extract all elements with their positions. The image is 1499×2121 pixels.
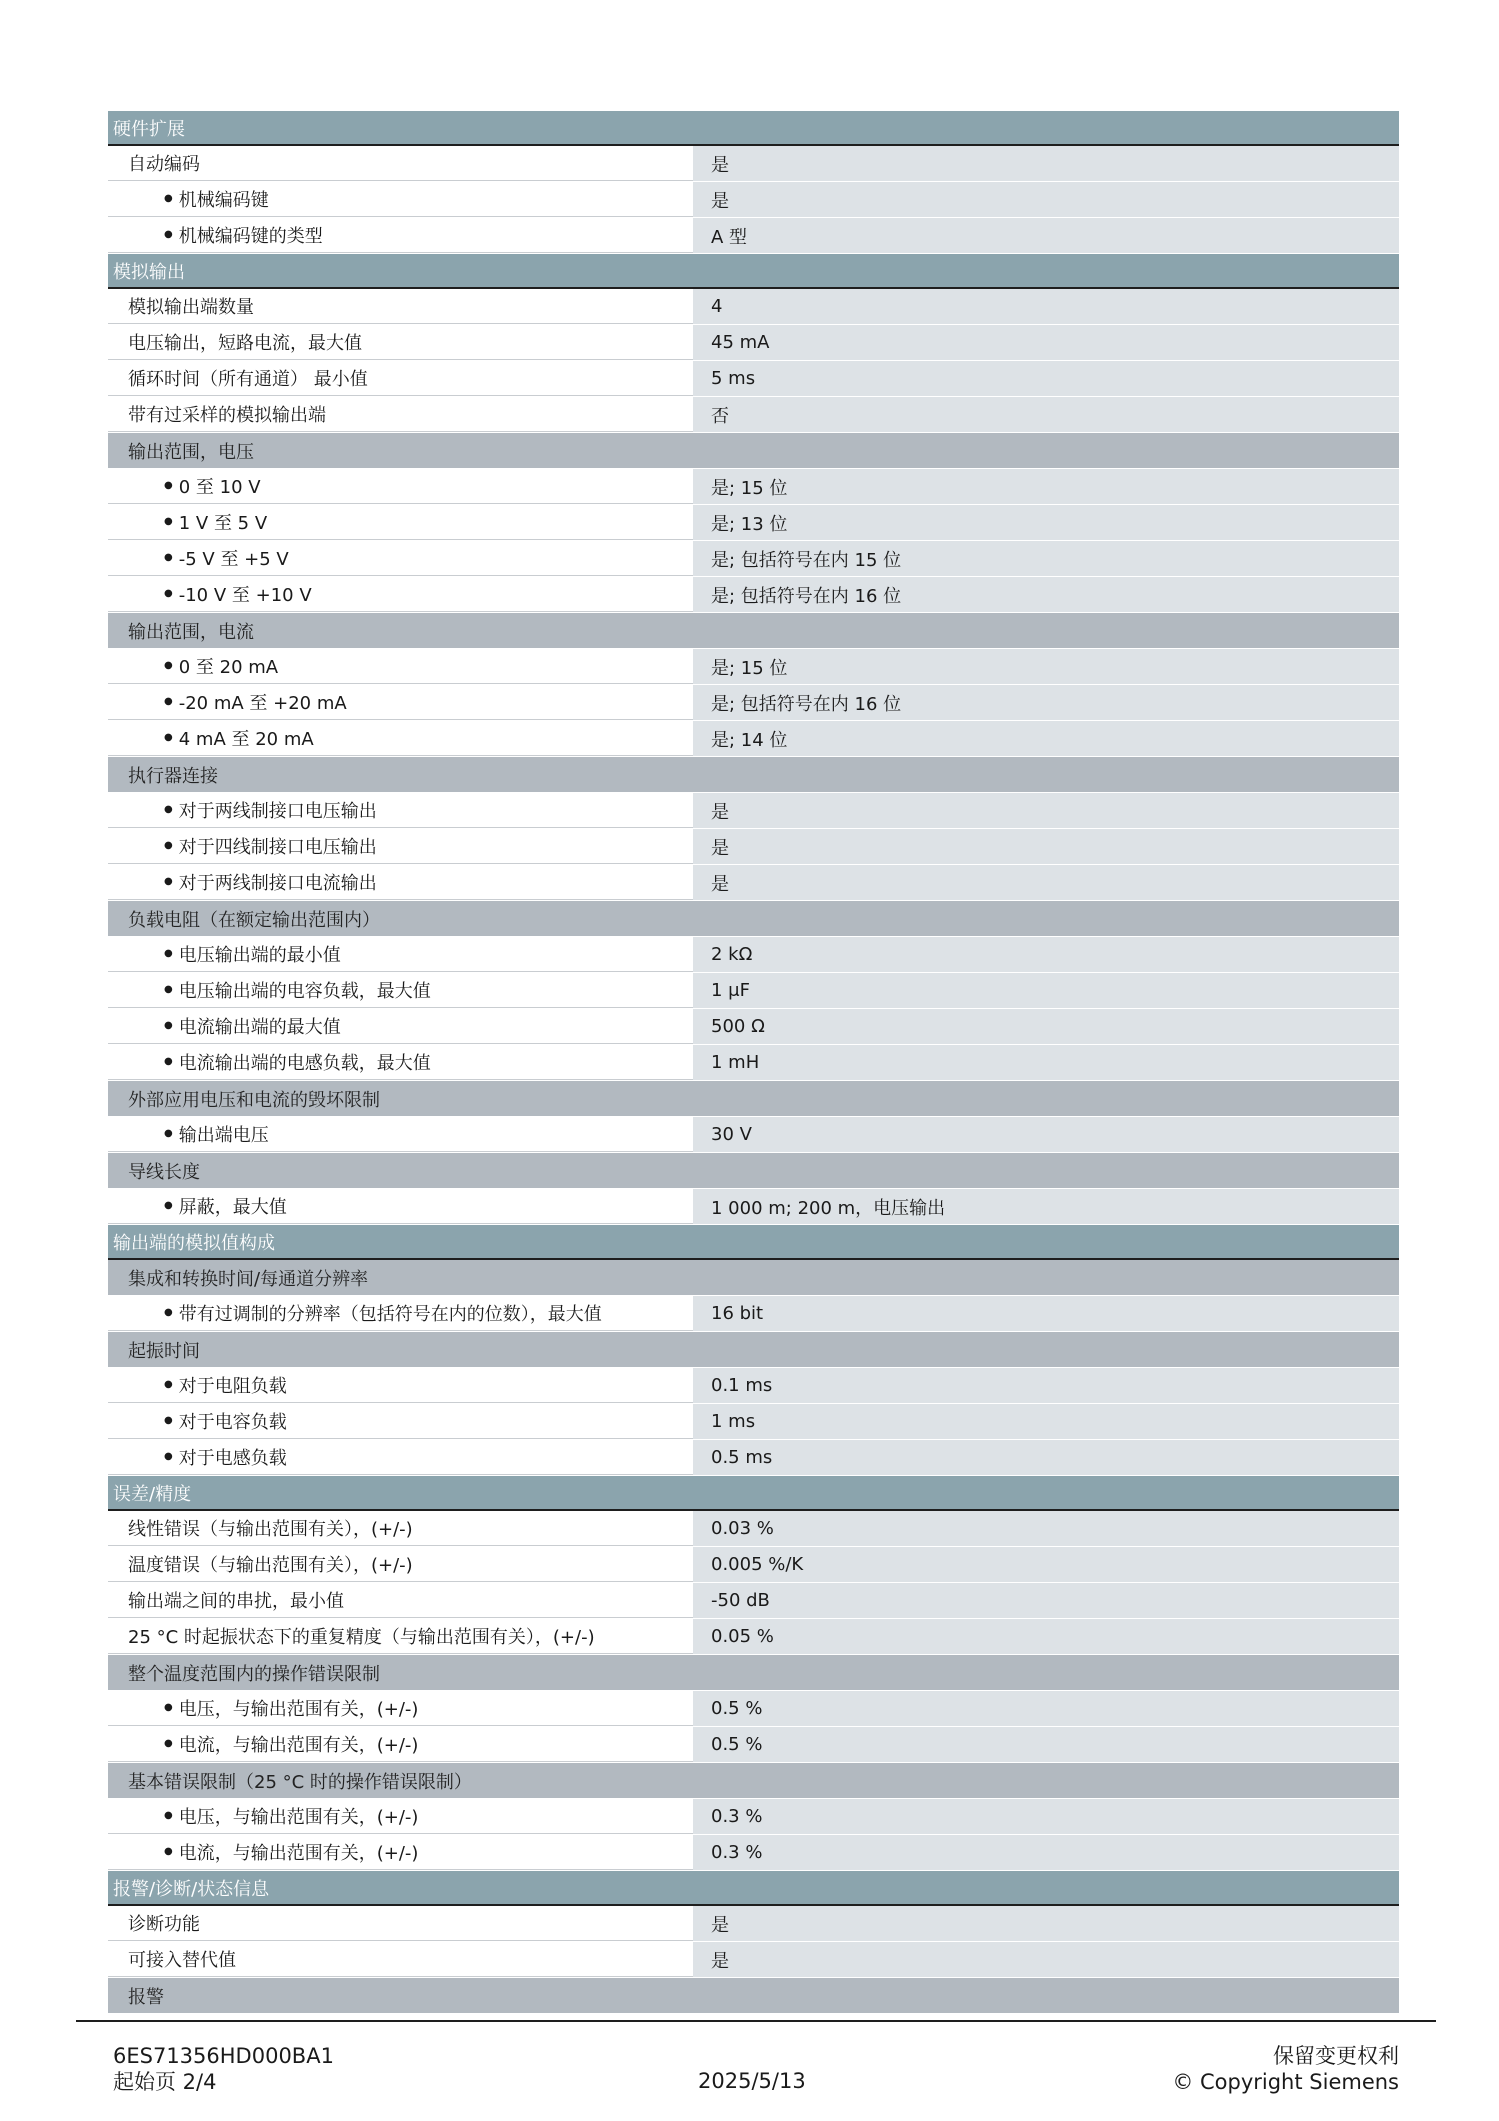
spec-label-text: ● 4 mA 至 20 mA xyxy=(178,729,314,750)
spec-label xyxy=(108,469,693,504)
spec-row xyxy=(108,289,1399,325)
spec-label xyxy=(108,1045,693,1080)
spec-row xyxy=(108,973,1399,1009)
subsection-header: 基本错误限制（25 °C 时的操作错误限制） xyxy=(108,1763,1399,1799)
spec-row xyxy=(108,1296,1399,1332)
spec-label-text: ● 电流，与输出范围有关，(+/-) xyxy=(178,1843,419,1864)
spec-value: 1 000 m; 200 m，电压输出 xyxy=(693,1189,1399,1224)
spec-row xyxy=(108,1117,1399,1153)
spec-label xyxy=(108,361,693,396)
footer-left xyxy=(113,2043,334,2095)
spec-label-text: ● 电压，与输出范围有关，(+/-) xyxy=(178,1807,419,1828)
spec-label xyxy=(108,1117,693,1152)
spec-value: -50 dB xyxy=(693,1583,1399,1618)
spec-label xyxy=(108,541,693,576)
spec-value: 0.05 % xyxy=(693,1619,1399,1654)
spec-label-text: ● 机械编码键 xyxy=(178,190,269,211)
spec-row xyxy=(108,1009,1399,1045)
subsection-header: 外部应用电压和电流的毁坏限制 xyxy=(108,1081,1399,1117)
spec-label xyxy=(108,1368,693,1403)
spec-row xyxy=(108,182,1399,218)
spec-label xyxy=(108,146,693,181)
spec-row xyxy=(108,505,1399,541)
spec-value: 否 xyxy=(693,397,1399,432)
footer-right xyxy=(1172,2043,1399,2095)
spec-row xyxy=(108,218,1399,254)
spec-label xyxy=(108,685,693,720)
spec-label-text: 25 °C 时起振状态下的重复精度（与输出范围有关），(+/-) xyxy=(128,1627,595,1648)
spec-row xyxy=(108,1942,1399,1978)
spec-value: 1 ms xyxy=(693,1404,1399,1439)
spec-value: 是; 13 位 xyxy=(693,505,1399,540)
subsection-header: 集成和转换时间/每通道分辨率 xyxy=(108,1260,1399,1296)
spec-value: 是 xyxy=(693,1906,1399,1941)
spec-label xyxy=(108,1906,693,1941)
spec-row xyxy=(108,721,1399,757)
spec-label xyxy=(108,937,693,972)
spec-label-text: ● -20 mA 至 +20 mA xyxy=(178,693,347,714)
spec-row xyxy=(108,937,1399,973)
spec-row xyxy=(108,1583,1399,1619)
spec-row xyxy=(108,469,1399,505)
spec-label xyxy=(108,649,693,684)
spec-label xyxy=(108,973,693,1008)
spec-value: 5 ms xyxy=(693,361,1399,396)
spec-label-text: ● 对于电容负载 xyxy=(178,1412,287,1433)
spec-label-text: ● -10 V 至 +10 V xyxy=(178,585,312,606)
spec-value: 500 Ω xyxy=(693,1009,1399,1044)
spec-row xyxy=(108,1691,1399,1727)
spec-value: 是; 包括符号在内 16 位 xyxy=(693,685,1399,720)
spec-value: 是 xyxy=(693,182,1399,217)
spec-label-text: 循环时间（所有通道） 最小值 xyxy=(128,369,368,390)
spec-label xyxy=(108,1009,693,1044)
spec-label-text: ● 机械编码键的类型 xyxy=(178,226,323,247)
product-code: 6ES71356HD000BA1 xyxy=(113,2044,334,2068)
spec-label-text: ● 电压输出端的电容负载，最大值 xyxy=(178,981,431,1002)
spec-label-text: 输出端之间的串扰，最小值 xyxy=(128,1591,344,1612)
spec-row xyxy=(108,146,1399,182)
spec-value: 1 mH xyxy=(693,1045,1399,1080)
spec-row xyxy=(108,397,1399,433)
spec-row xyxy=(108,1619,1399,1655)
spec-label-text: ● -5 V 至 +5 V xyxy=(178,549,289,570)
spec-label xyxy=(108,1727,693,1762)
spec-value: 是; 15 位 xyxy=(693,469,1399,504)
subsection-header: 执行器连接 xyxy=(108,757,1399,793)
spec-label-text: 自动编码 xyxy=(128,154,200,175)
spec-label-text: ● 屏蔽，最大值 xyxy=(178,1197,287,1218)
spec-row xyxy=(108,1906,1399,1942)
spec-value: 是; 包括符号在内 15 位 xyxy=(693,541,1399,576)
spec-label xyxy=(108,721,693,756)
spec-label-text: ● 输出端电压 xyxy=(178,1125,269,1146)
subsection-header: 负载电阻（在额定输出范围内） xyxy=(108,901,1399,937)
footer-rule xyxy=(76,2020,1436,2022)
spec-value: 是; 包括符号在内 16 位 xyxy=(693,577,1399,612)
spec-value: 0.5 % xyxy=(693,1691,1399,1726)
spec-label-text: ● 电压输出端的最小值 xyxy=(178,945,341,966)
spec-label xyxy=(108,325,693,360)
spec-value: 是 xyxy=(693,865,1399,900)
spec-value: 是 xyxy=(693,829,1399,864)
spec-value: 0.1 ms xyxy=(693,1368,1399,1403)
spec-label-text: ● 电流输出端的电感负载，最大值 xyxy=(178,1053,431,1074)
spec-label-text: ● 电压，与输出范围有关，(+/-) xyxy=(178,1699,419,1720)
subsection-header: 报警 xyxy=(108,1978,1399,2014)
section-header: 误差/精度 xyxy=(108,1476,1399,1511)
spec-row xyxy=(108,649,1399,685)
spec-value: 16 bit xyxy=(693,1296,1399,1331)
spec-label-text: ● 0 至 20 mA xyxy=(178,657,279,678)
spec-value: 0.03 % xyxy=(693,1511,1399,1546)
footer-center xyxy=(698,2068,806,2094)
spec-value: 1 μF xyxy=(693,973,1399,1008)
spec-value: 0.5 ms xyxy=(693,1440,1399,1475)
spec-label-text: 可接入替代值 xyxy=(128,1950,236,1971)
spec-label-text: ● 电流，与输出范围有关，(+/-) xyxy=(178,1735,419,1756)
spec-value: 4 xyxy=(693,289,1399,324)
spec-label-text: 诊断功能 xyxy=(128,1914,200,1935)
spec-label-text: ● 带有过调制的分辨率（包括符号在内的位数），最大值 xyxy=(178,1304,602,1325)
spec-value: 30 V xyxy=(693,1117,1399,1152)
spec-label-text: ● 对于两线制接口电压输出 xyxy=(178,801,377,822)
subsection-header: 起振时间 xyxy=(108,1332,1399,1368)
spec-label xyxy=(108,577,693,612)
document-date: 2025/5/13 xyxy=(698,2069,806,2093)
spec-label xyxy=(108,218,693,253)
spec-label xyxy=(108,1691,693,1726)
spec-row xyxy=(108,361,1399,397)
spec-label-text: ● 0 至 10 V xyxy=(178,477,261,498)
spec-row xyxy=(108,1835,1399,1871)
spec-label-text: 带有过采样的模拟输出端 xyxy=(128,405,326,426)
spec-value: 0.5 % xyxy=(693,1727,1399,1762)
spec-value: 是; 15 位 xyxy=(693,649,1399,684)
spec-row xyxy=(108,1368,1399,1404)
spec-label-text: ● 对于四线制接口电压输出 xyxy=(178,837,377,858)
spec-row xyxy=(108,1727,1399,1763)
spec-label xyxy=(108,1189,693,1224)
spec-value: 2 kΩ xyxy=(693,937,1399,972)
spec-row xyxy=(108,1799,1399,1835)
section-header: 输出端的模拟值构成 xyxy=(108,1225,1399,1260)
spec-value: 0.005 %/K xyxy=(693,1547,1399,1582)
spec-label-text: ● 对于两线制接口电流输出 xyxy=(178,873,377,894)
spec-value: 0.3 % xyxy=(693,1835,1399,1870)
spec-value: 0.3 % xyxy=(693,1799,1399,1834)
spec-label xyxy=(108,1547,693,1582)
spec-label xyxy=(108,505,693,540)
spec-label xyxy=(108,829,693,864)
spec-label xyxy=(108,1583,693,1618)
spec-row xyxy=(108,1547,1399,1583)
spec-label xyxy=(108,793,693,828)
spec-label xyxy=(108,1619,693,1654)
subsection-header: 整个温度范围内的操作错误限制 xyxy=(108,1655,1399,1691)
spec-value: 是 xyxy=(693,146,1399,181)
spec-row xyxy=(108,325,1399,361)
spec-row xyxy=(108,1404,1399,1440)
spec-row xyxy=(108,1440,1399,1476)
spec-label xyxy=(108,397,693,432)
spec-label-text: 温度错误（与输出范围有关），(+/-) xyxy=(128,1555,413,1576)
spec-row xyxy=(108,1189,1399,1225)
spec-label-text: ● 电流输出端的最大值 xyxy=(178,1017,341,1038)
spec-label xyxy=(108,1296,693,1331)
spec-table xyxy=(108,111,1399,2014)
spec-label-text: 模拟输出端数量 xyxy=(128,297,254,318)
spec-label xyxy=(108,182,693,217)
spec-value: 是; 14 位 xyxy=(693,721,1399,756)
spec-value: 是 xyxy=(693,793,1399,828)
spec-label xyxy=(108,289,693,324)
page-number: 起始页 2/4 xyxy=(113,2070,217,2094)
section-header: 模拟输出 xyxy=(108,254,1399,289)
spec-label xyxy=(108,1404,693,1439)
copyright-notice: © Copyright Siemens xyxy=(1172,2070,1399,2094)
spec-row xyxy=(108,1045,1399,1081)
spec-row xyxy=(108,685,1399,721)
spec-row xyxy=(108,1511,1399,1547)
spec-label-text: 电压输出，短路电流，最大值 xyxy=(128,333,362,354)
spec-row xyxy=(108,793,1399,829)
spec-label-text: ● 1 V 至 5 V xyxy=(178,513,268,534)
subsection-header: 输出范围，电流 xyxy=(108,613,1399,649)
spec-row xyxy=(108,865,1399,901)
spec-row xyxy=(108,829,1399,865)
spec-label xyxy=(108,865,693,900)
spec-label-text: ● 对于电感负载 xyxy=(178,1448,287,1469)
spec-value: A 型 xyxy=(693,218,1399,253)
subsection-header: 导线长度 xyxy=(108,1153,1399,1189)
section-header: 硬件扩展 xyxy=(108,111,1399,146)
spec-value: 45 mA xyxy=(693,325,1399,360)
spec-label xyxy=(108,1511,693,1546)
spec-row xyxy=(108,541,1399,577)
spec-label xyxy=(108,1799,693,1834)
spec-label xyxy=(108,1440,693,1475)
section-header: 报警/诊断/状态信息 xyxy=(108,1871,1399,1906)
spec-label-text: ● 对于电阻负载 xyxy=(178,1376,287,1397)
spec-row xyxy=(108,577,1399,613)
spec-label xyxy=(108,1835,693,1870)
spec-label xyxy=(108,1942,693,1977)
subsection-header: 输出范围，电压 xyxy=(108,433,1399,469)
rights-notice: 保留变更权利 xyxy=(1273,2044,1399,2068)
spec-label-text: 线性错误（与输出范围有关），(+/-) xyxy=(128,1519,413,1540)
spec-value: 是 xyxy=(693,1942,1399,1977)
